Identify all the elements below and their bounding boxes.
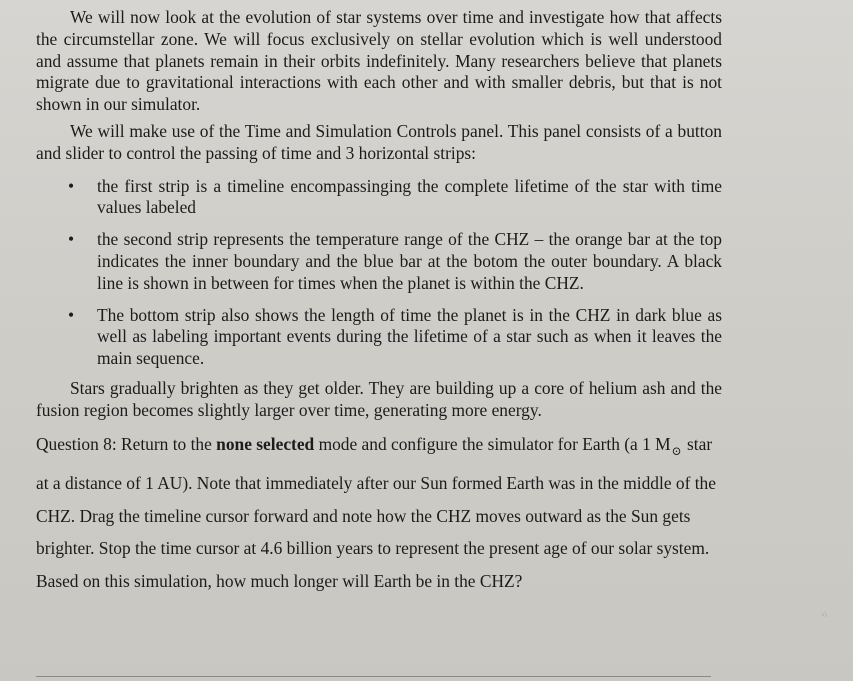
bullet-icon: • — [68, 304, 75, 325]
controls-paragraph: We will make use of the Time and Simulation Controls panel. This panel consists of a button and slider to control the passing of time and 3 horizontal strips: — [36, 120, 722, 163]
document-page — [36, 7, 722, 598]
question-middle: mode and configure the simulator for Earth (a 1 M — [314, 433, 671, 454]
answer-line[interactable] — [36, 676, 711, 677]
brightening-paragraph: Stars gradually brighten as they get older. They are building up a core of helium ash and the fusion region becomes slightly larger over time, generating more energy. — [36, 377, 722, 420]
bullet-icon: • — [68, 175, 75, 196]
list-item — [36, 229, 722, 294]
margin-scribble: ᵛʲ — [820, 609, 829, 623]
question-8 — [36, 428, 722, 598]
intro-paragraph: We will now look at the evolution of star systems over time and investigate how that affects the circumstellar zone. We will focus exclusively on stellar evolution which is well understood and assume that planets remain in their orbits indefinitely. Many researchers believe that planets migrate due to gravitational interactions with each other and with smaller debris, but that is not shown in our simulator. — [36, 7, 722, 115]
bullet-icon: • — [68, 229, 75, 250]
list-item-text: the first strip is a timeline encompassinging the complete lifetime of the star with time values labeled — [97, 175, 722, 218]
sun-symbol-icon: ⊙ — [671, 443, 682, 458]
strip-list — [36, 176, 722, 370]
mode-name: none selected — [216, 433, 315, 454]
question-prefix: Question 8: Return to the — [36, 433, 217, 454]
list-item-text: The bottom strip also shows the length of time the planet is in the CHZ in dark blue as well as labeling important events during the lifetime of a star such as when it leaves the main sequence. — [97, 304, 722, 369]
list-item — [36, 176, 722, 220]
question-suffix: star at a distance of 1 AU). Note that immediately after our Sun formed Earth was in the middle of the CHZ. Drag the timeline cursor forward and note how the CHZ moves outward as the Sun gets brighter. Stop the time cursor at 4.6 billion years to represent the present age of our solar system. Based on this simulation, how much longer will Earth be in the CHZ? — [36, 433, 716, 591]
list-item — [36, 305, 722, 370]
list-item-text: the second strip represents the temperature range of the CHZ – the orange bar at the top indicates the inner boundary and the blue bar at the botom the outer boundary. A black line is shown in between for times when the planet is within the CHZ. — [97, 229, 722, 293]
